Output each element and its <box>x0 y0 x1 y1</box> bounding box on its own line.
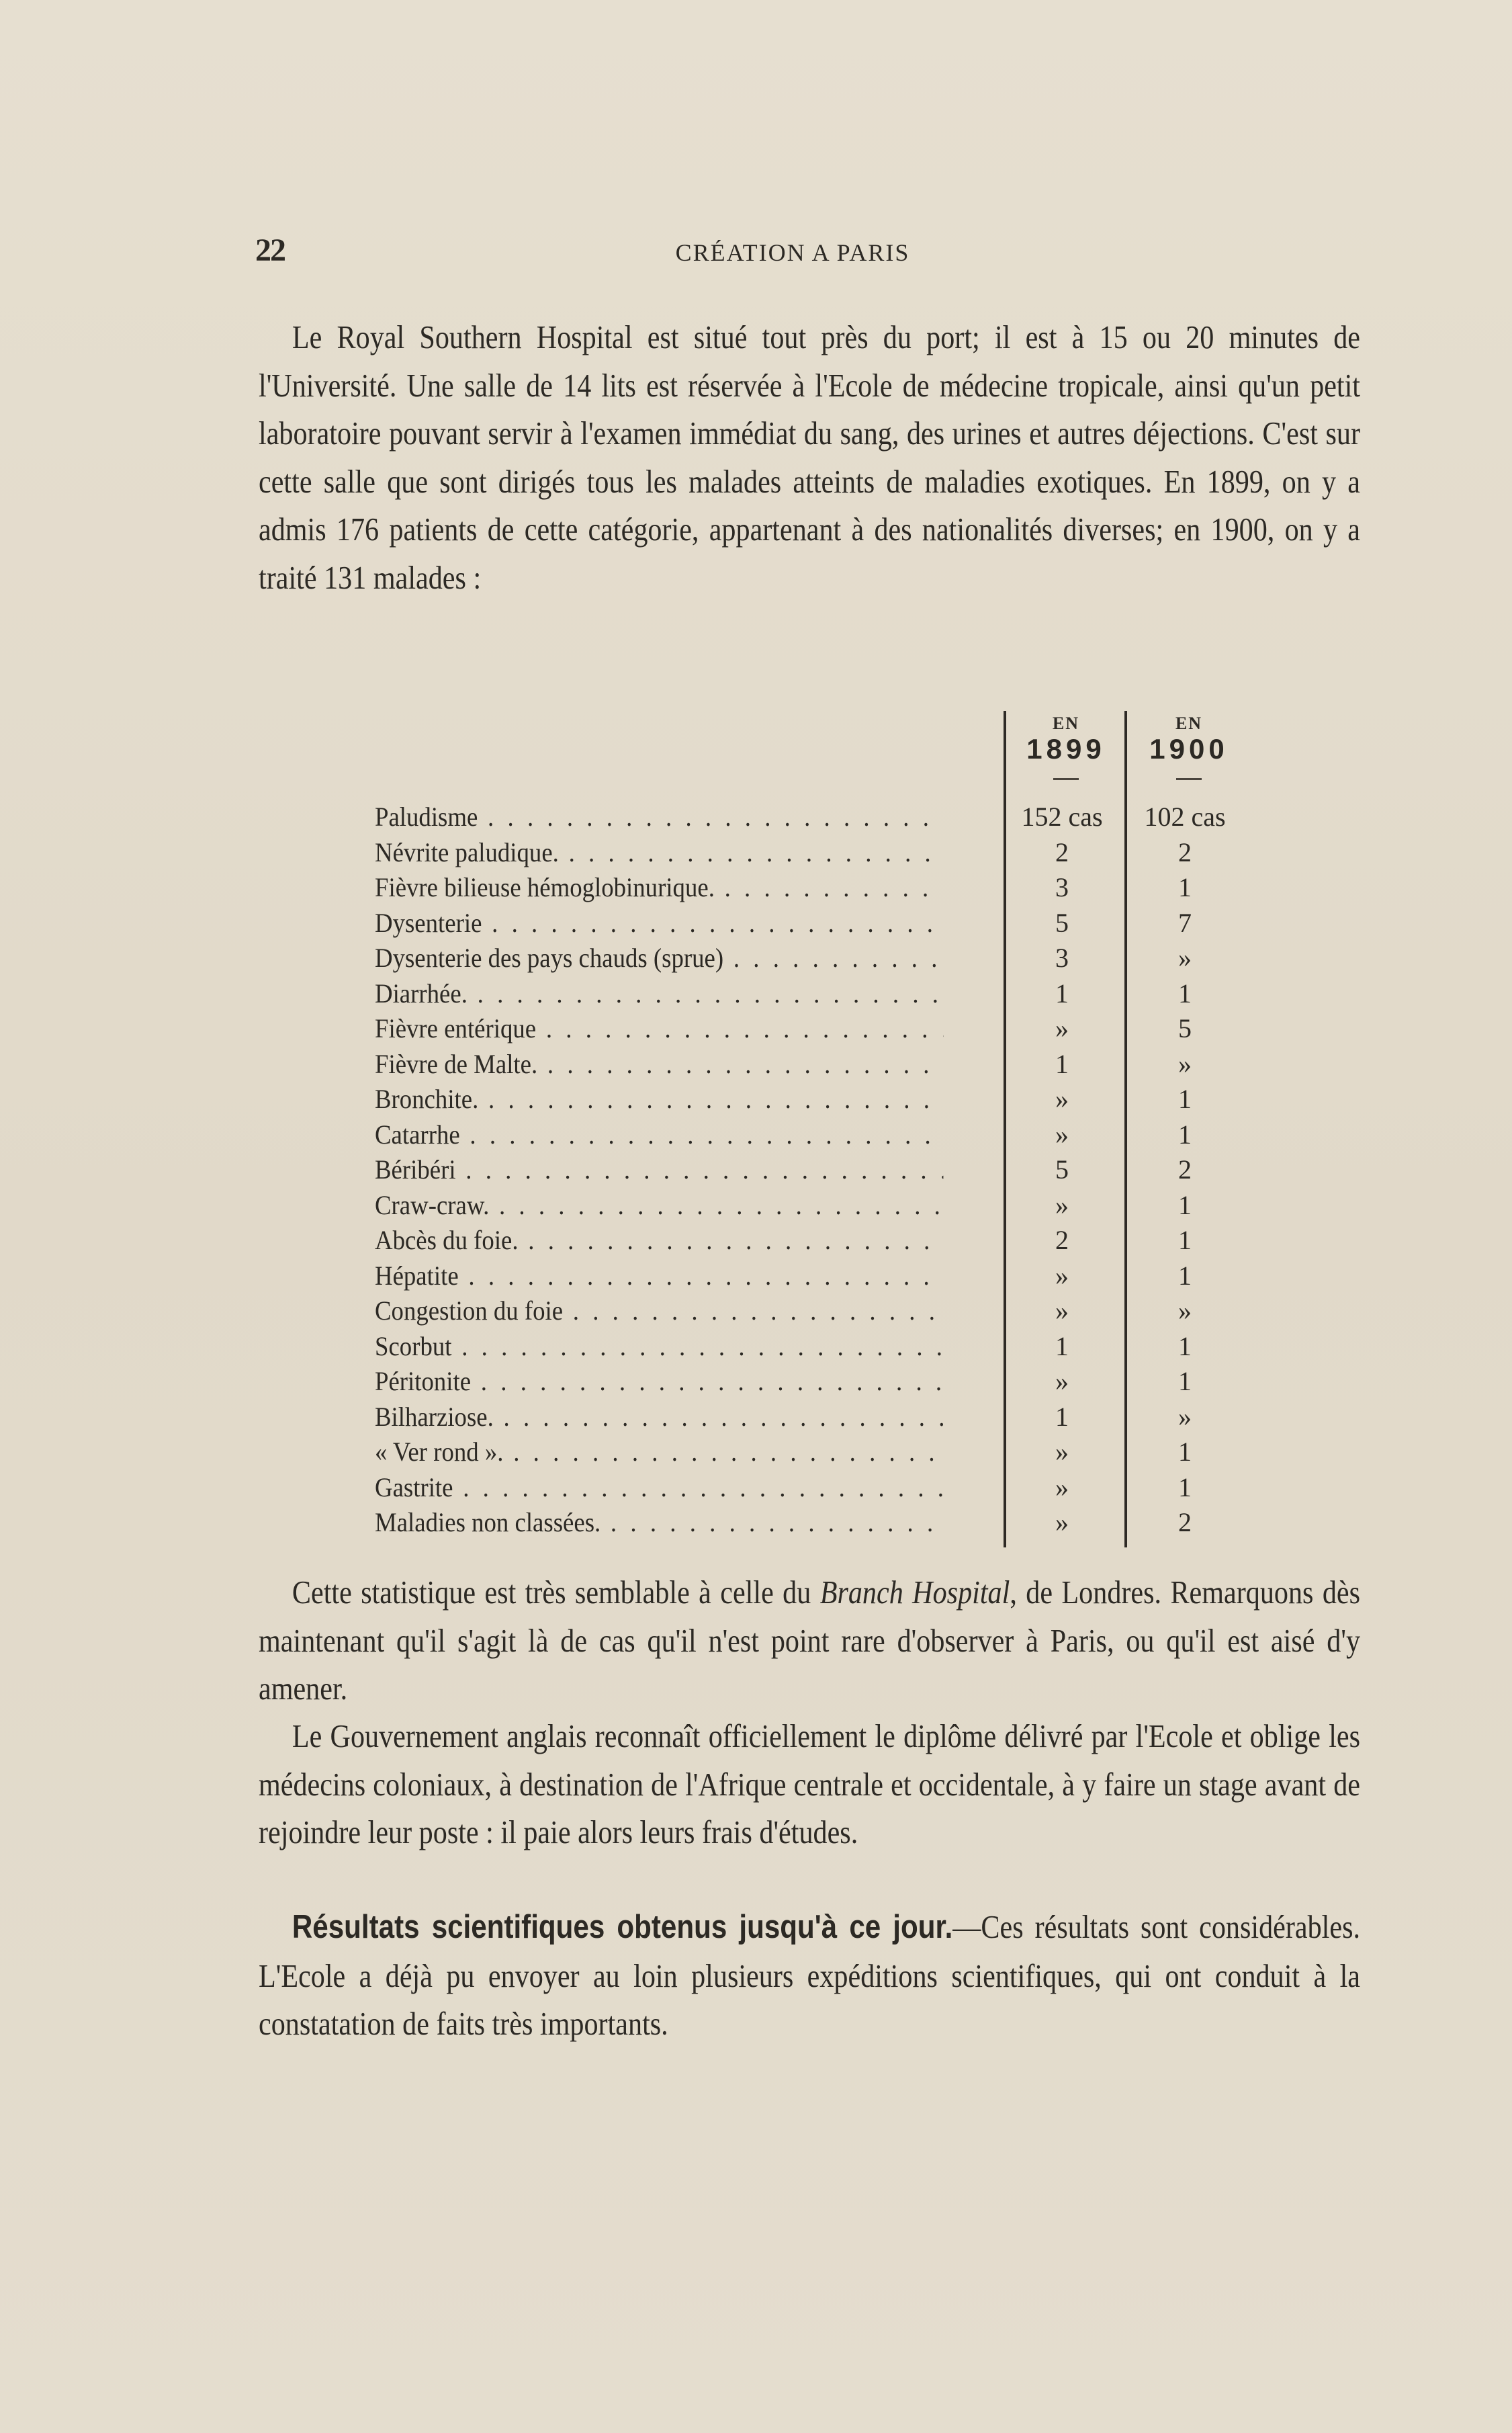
value-1900: » <box>1178 943 1192 973</box>
value-1900: 1 <box>1178 1366 1192 1396</box>
row-label: Abcès du foie. . . . <box>375 1223 943 1258</box>
row-label: Catarrhe . . . <box>375 1117 943 1152</box>
value-1899: » <box>1055 1260 1069 1291</box>
value-1899: » <box>1055 1471 1069 1502</box>
value-1899: 5 <box>1055 907 1069 938</box>
table-row <box>375 976 1315 1011</box>
value-1899: 2 <box>1055 1225 1069 1255</box>
value-1899: 1 <box>1055 1401 1069 1432</box>
row-label: Béribéri . . . <box>375 1152 943 1187</box>
paragraph-text: , de Londres. Remarquons dès maintenant qu'il s'agit là de cas qu'il n'est point rare d'observer à Paris, ou qu'il est aisé d'y amener. <box>259 1574 1361 1707</box>
row-label: Fièvre bilieuse hémoglobinurique. . . . <box>375 870 943 905</box>
row-label: Hépatite . . . <box>375 1258 943 1293</box>
row-label: Paludisme . . . <box>375 800 943 835</box>
running-title: CRÉATION A PARIS <box>675 239 910 266</box>
value-1899: 1 <box>1055 978 1069 1009</box>
table-row <box>375 800 1315 835</box>
value-1900: » <box>1178 1048 1192 1079</box>
paragraph-text: —Ces résultats sont considérables. L'Ecole a déjà pu envoyer au loin plusieurs expéditions scientifiques, qui ont conduit à la constatation de faits très importants. <box>259 1908 1361 2042</box>
row-label: Diarrhée. . . . <box>375 976 943 1011</box>
row-label: Fièvre entérique . . . <box>375 1011 943 1046</box>
value-1899: » <box>1055 1295 1069 1326</box>
table-row <box>375 1329 1315 1364</box>
column-header-dash <box>1176 778 1202 780</box>
table-row <box>375 835 1315 870</box>
table-row <box>375 1505 1315 1540</box>
value-1900: 1 <box>1178 978 1192 1009</box>
table-row <box>375 1364 1315 1399</box>
value-1899: 1 <box>1055 1330 1069 1361</box>
value-1899: » <box>1055 1013 1069 1043</box>
column-header-1900 <box>1128 714 1249 780</box>
table-row <box>375 906 1315 941</box>
value-1900: 1 <box>1178 1189 1192 1220</box>
column-header-prefix: EN <box>1052 714 1080 733</box>
row-label: Gastrite . . . <box>375 1470 943 1505</box>
table-row <box>375 1152 1315 1187</box>
column-header-year: 1899 <box>1026 733 1106 765</box>
paragraph-text: Cette statistique est très semblable à celle du <box>292 1574 820 1611</box>
table-row <box>375 1470 1315 1505</box>
row-label: Dysenterie . . . <box>375 906 943 941</box>
value-1900: 7 <box>1178 907 1192 938</box>
column-header-year: 1900 <box>1149 733 1229 765</box>
table-row <box>375 1435 1315 1469</box>
row-label: Névrite paludique. . . . <box>375 835 943 870</box>
row-label: Craw-craw. . . . <box>375 1188 943 1223</box>
value-1899: 3 <box>1055 943 1069 973</box>
row-label: Péritonite . . . <box>375 1364 943 1399</box>
table-row <box>375 1082 1315 1117</box>
table-row <box>375 1188 1315 1223</box>
paragraph-text: Le Gouvernement anglais reconnaît officiellement le diplôme délivré par l'Ecole et oblige les médecins coloniaux, à destination de l'Afrique centrale et occidentale, à y faire un stage avant de rejoindre leur poste : il paie alors leurs frais d'études. <box>259 1717 1361 1850</box>
value-1899: » <box>1055 1084 1069 1114</box>
table-row <box>375 941 1315 976</box>
row-label: Dysenterie des pays chauds (sprue) . . . <box>375 941 943 976</box>
value-1900: 5 <box>1178 1013 1192 1043</box>
column-header-dash <box>1053 778 1079 780</box>
value-1900: » <box>1178 1401 1192 1432</box>
value-1899: 2 <box>1055 837 1069 867</box>
value-1900: 2 <box>1178 1154 1192 1185</box>
value-1899: » <box>1055 1437 1069 1467</box>
row-label: Congestion du foie . . . <box>375 1293 943 1328</box>
value-1900: 1 <box>1178 1471 1192 1502</box>
value-1899: 152 cas <box>1021 802 1103 832</box>
paragraph-branch-hospital <box>259 1568 1360 1713</box>
value-1900: 2 <box>1178 1507 1192 1537</box>
table-row <box>375 1117 1315 1152</box>
table-row <box>375 1258 1315 1293</box>
value-1900: 2 <box>1178 837 1192 867</box>
row-label: Scorbut . . . <box>375 1329 943 1364</box>
value-1899: » <box>1055 1189 1069 1220</box>
table-row <box>375 870 1315 905</box>
paragraph-gouvernement-anglais <box>259 1712 1360 1856</box>
value-1899: 3 <box>1055 872 1069 902</box>
value-1900: 1 <box>1178 1437 1192 1467</box>
value-1900: » <box>1178 1295 1192 1326</box>
value-1899: 5 <box>1055 1154 1069 1185</box>
hospital-name-italic: Branch Hospital <box>819 1574 1010 1611</box>
value-1900: 1 <box>1178 1084 1192 1114</box>
column-header-prefix: EN <box>1175 714 1203 733</box>
value-1899: » <box>1055 1366 1069 1396</box>
paragraph-royal-southern-hospital <box>259 313 1360 601</box>
value-1900: 1 <box>1178 1225 1192 1255</box>
table-row <box>375 1223 1315 1258</box>
value-1900: 1 <box>1178 872 1192 902</box>
table-row <box>375 1011 1315 1046</box>
row-label: Bilharziose. . . . <box>375 1400 943 1435</box>
value-1900: 1 <box>1178 1119 1192 1150</box>
value-1899: » <box>1055 1507 1069 1537</box>
table-row <box>375 1400 1315 1435</box>
section-runin-heading: Résultats scientifiques obtenus jusqu'à ce jour. <box>292 1909 953 1945</box>
paragraph-resultats-scientifiques <box>259 1903 1360 2048</box>
value-1900: 102 cas <box>1144 802 1226 832</box>
row-label: Fièvre de Malte. . . . <box>375 1047 943 1082</box>
value-1899: 1 <box>1055 1048 1069 1079</box>
row-label: « Ver rond ». . . . <box>375 1435 943 1469</box>
table-row <box>375 1047 1315 1082</box>
running-head <box>255 232 1364 272</box>
row-label: Bronchite. . . . <box>375 1082 943 1117</box>
row-label: Maladies non classées. . . . <box>375 1505 943 1540</box>
column-header-1899 <box>1008 714 1124 780</box>
page-number: 22 <box>255 232 285 268</box>
value-1900: 1 <box>1178 1330 1192 1361</box>
paragraph-text: Le Royal Southern Hospital est situé tout près du port; il est à 15 ou 20 minutes de l'Université. Une salle de 14 lits est réservée à l'Ecole de médecine tropicale, ainsi qu'un petit laboratoire pouvant servir à l'examen immédiat du sang, des urines et autres déjections. C'est sur cette salle que sont dirigés tous les malades atteints de maladies exotiques. En 1899, on y a admis 176 patients de cette catégorie, appartenant à des nationalités diverses; en 1900, on y a traité 131 malades : <box>259 318 1361 596</box>
table-row <box>375 1293 1315 1328</box>
value-1900: 1 <box>1178 1260 1192 1291</box>
value-1899: » <box>1055 1119 1069 1150</box>
